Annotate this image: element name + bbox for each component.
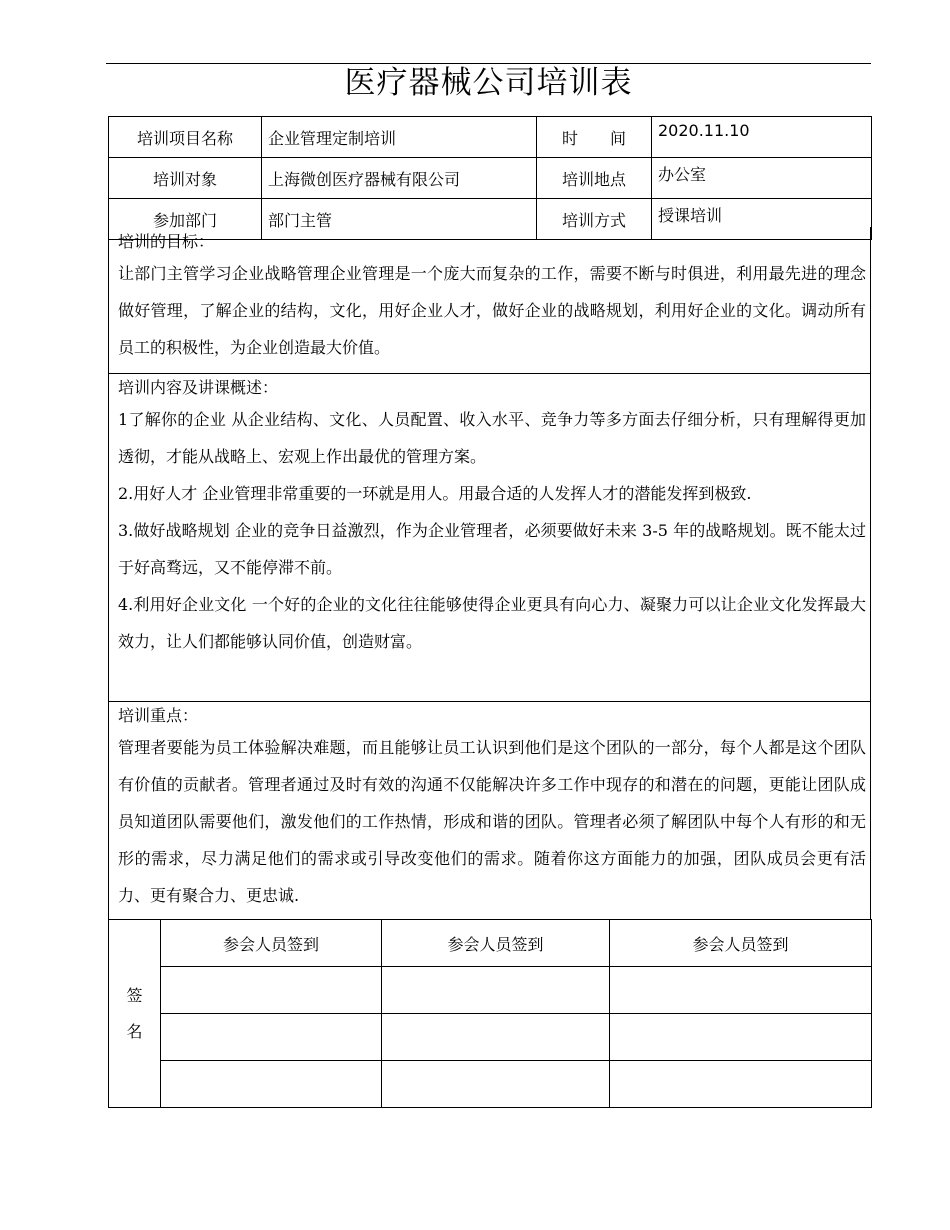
sign-cell[interactable] xyxy=(161,967,382,1014)
sign-cell[interactable] xyxy=(610,1061,872,1108)
sign-header-row xyxy=(109,920,872,967)
sign-cell[interactable] xyxy=(382,1014,610,1061)
sign-row xyxy=(109,1014,872,1061)
time-value: 2020.11.10 xyxy=(652,117,872,158)
sign-cell[interactable] xyxy=(382,967,610,1014)
sign-cell[interactable] xyxy=(610,967,872,1014)
sign-col-header-1: 参会人员签到 xyxy=(161,920,382,967)
sign-side-label-1: 签 xyxy=(126,985,143,1005)
dept-value: 部门主管 xyxy=(262,199,537,240)
page-title: 医疗器械公司培训表 xyxy=(344,65,633,101)
goal-heading: 培训的目标： xyxy=(118,232,215,251)
info-row-project xyxy=(109,117,872,158)
sign-cell[interactable] xyxy=(161,1014,382,1061)
sign-cell[interactable] xyxy=(382,1061,610,1108)
info-row-target xyxy=(109,158,872,199)
content-item-4: 4.利用好企业文化 一个好的企业的文化往往能够使得企业更具有向心力、凝聚力可以让企业文化发挥最大效力，让人们都能够认同价值，创造财富。 xyxy=(118,595,866,651)
sign-side-label xyxy=(109,920,161,1108)
target-value: 上海微创医疗器械有限公司 xyxy=(262,158,537,199)
content-item-2: 2.用好人才 企业管理非常重要的一环就是用人。用最合适的人发挥人才的潜能发挥到极致. xyxy=(118,484,752,503)
method-label: 培训方式 xyxy=(537,199,652,240)
location-label: 培训地点 xyxy=(537,158,652,199)
sign-table xyxy=(108,919,872,1108)
location-value: 办公室 xyxy=(652,158,872,199)
target-label: 培训对象 xyxy=(109,158,262,199)
content-list xyxy=(109,401,870,660)
focus-text: 管理者要能为员工体验解决难题，而且能够让员工认识到他们是这个团队的一部分，每个人都是这个团队有价值的贡献者。管理者通过及时有效的沟通不仅能解决许多工作中现存的和潜在的问题，更能让团队成员知道团队需要他们，激发他们的工作热情，形成和谐的团队。管理者必须了解团队中每个人有形的和无形的需求，尽力满足他们的需求或引导改变他们的需求。随着你这方面能力的加强，团队成员会更有活力、更有聚合力、更忠诚. xyxy=(118,738,866,905)
sign-side-label-2: 名 xyxy=(126,1021,143,1041)
project-value: 企业管理定制培训 xyxy=(262,117,537,158)
sign-cell[interactable] xyxy=(161,1061,382,1108)
content-section xyxy=(108,373,871,702)
info-table xyxy=(108,116,872,240)
sign-row xyxy=(109,1061,872,1108)
time-label: 时 间 xyxy=(537,117,652,158)
content-item-1: 1了解你的企业 从企业结构、文化、人员配置、收入水平、竞争力等多方面去仔细分析，只有理解得更加透彻，才能从战略上、宏观上作出最优的管理方案。 xyxy=(118,410,866,466)
focus-section xyxy=(108,701,871,920)
sign-col-header-3: 参会人员签到 xyxy=(610,920,872,967)
method-value: 授课培训 xyxy=(652,199,872,240)
content-heading: 培训内容及讲课概述： xyxy=(118,378,279,397)
sign-col-header-2: 参会人员签到 xyxy=(382,920,610,967)
content-item-3: 3.做好战略规划 企业的竞争日益激烈，作为企业管理者，必须要做好未来 3-5 年的战略规划。既不能太过于好高骛远，又不能停滞不前。 xyxy=(118,521,866,577)
focus-heading: 培训重点： xyxy=(118,706,199,725)
goal-text: 让部门主管学习企业战略管理企业管理是一个庞大而复杂的工作，需要不断与时俱进，利用最先进的理念做好管理，了解企业的结构，文化，用好企业人才，做好企业的战略规划，利用好企业的文化。调动所有员工的积极性，为企业创造最大价值。 xyxy=(118,264,866,357)
goal-section xyxy=(108,227,871,374)
project-label: 培训项目名称 xyxy=(109,117,262,158)
sign-row xyxy=(109,967,872,1014)
sign-cell[interactable] xyxy=(610,1014,872,1061)
dept-label: 参加部门 xyxy=(109,199,262,240)
